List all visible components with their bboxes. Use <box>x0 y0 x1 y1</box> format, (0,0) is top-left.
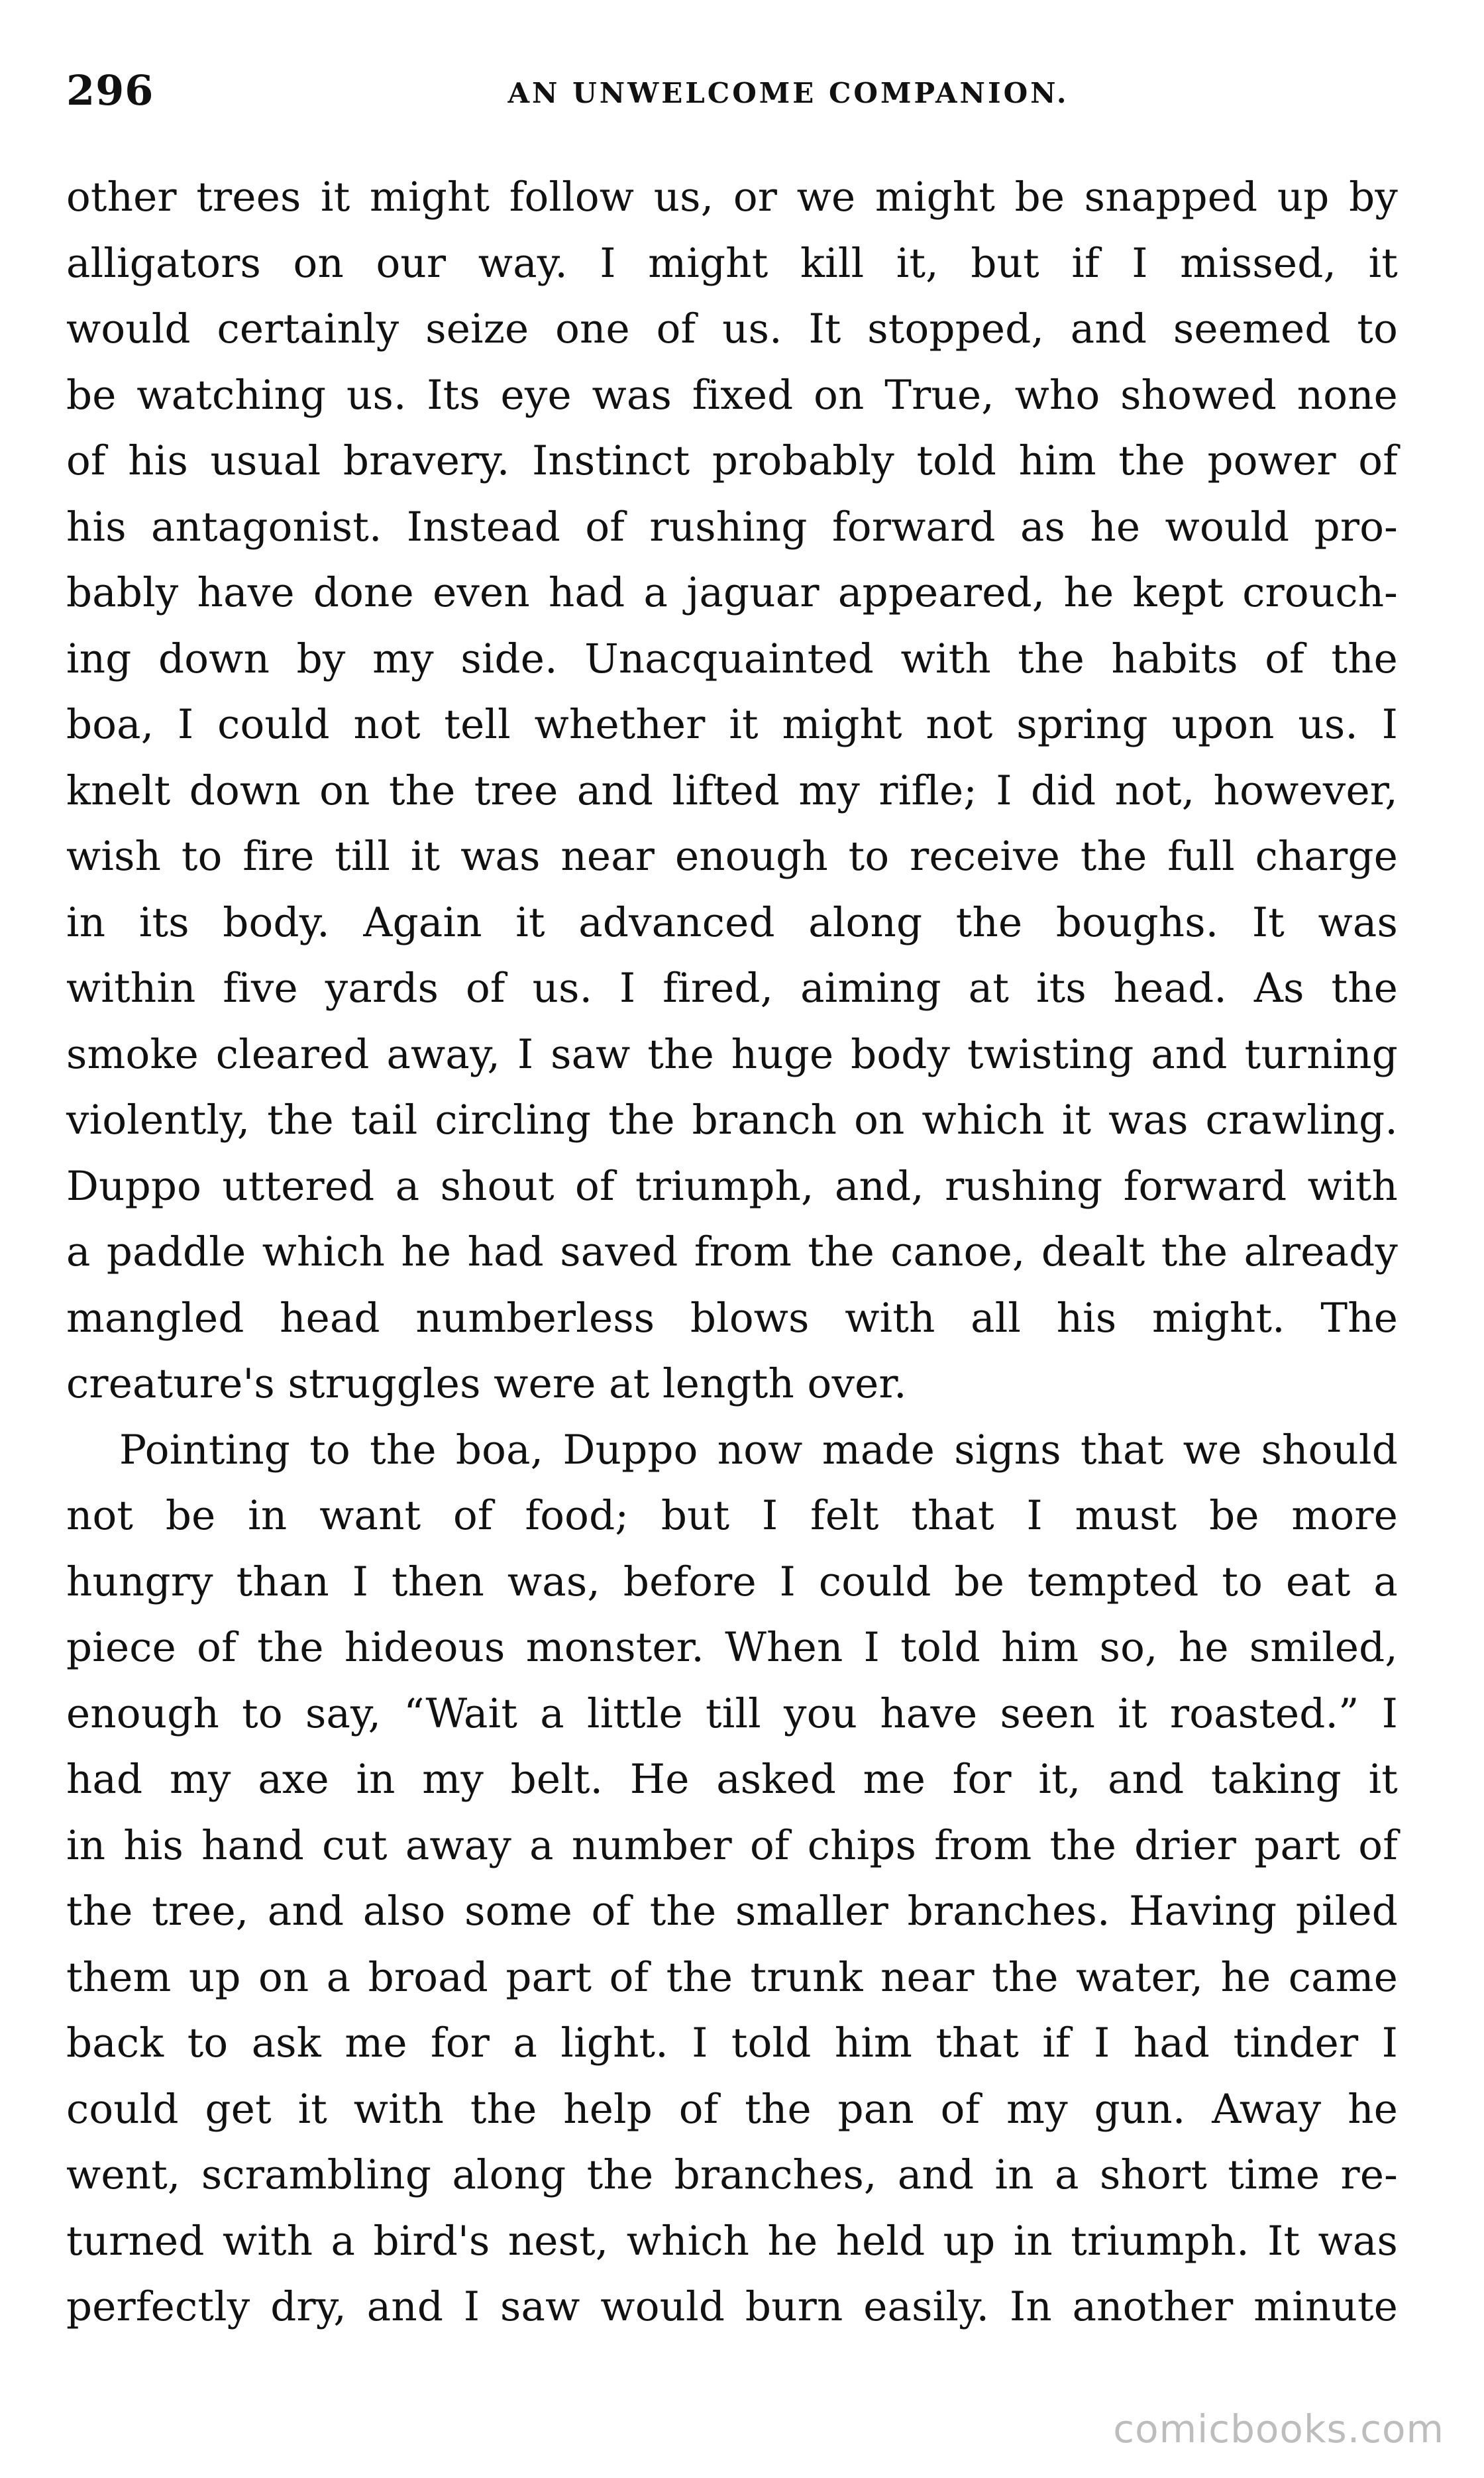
text-line: back to ask me for a light. I told him that if I had tinder I <box>66 2020 1398 2067</box>
text-line: bably have done even had a jaguar appeared, he kept crouch- <box>66 569 1398 616</box>
text-line: not be in want of food; but I felt that I must be more <box>66 1492 1398 1539</box>
text-line: them up on a broad part of the trunk near the water, he came <box>66 1953 1398 2001</box>
text-line: went, scrambling along the branches, and in a short time re- <box>66 2151 1398 2198</box>
text-line: in his hand cut away a number of chips from the drier part of <box>66 1821 1398 1869</box>
text-line: turned with a bird's nest, which he held up in triumph. It was <box>66 2217 1398 2265</box>
body-text <box>66 164 1398 2340</box>
text-line: the tree, and also some of the smaller branches. Having piled <box>66 1888 1398 1935</box>
text-line: piece of the hideous monster. When I told him so, he smiled, <box>66 1624 1398 1671</box>
text-line: in its body. Again it advanced along the boughs. It was <box>66 898 1398 946</box>
text-line: could get it with the help of the pan of my gun. Away he <box>66 2085 1398 2133</box>
text-line: of his usual bravery. Instinct probably told him the power of <box>66 437 1398 484</box>
paragraph-end-line: creature's struggles were at length over. <box>66 1360 907 1407</box>
watermark: comicbooks.com <box>1113 2406 1444 2451</box>
text-line: had my axe in my belt. He asked me for it, and taking it <box>66 1756 1398 1803</box>
text-line: enough to say, “Wait a little till you have seen it roasted.” I <box>66 1690 1398 1737</box>
text-line: smoke cleared away, I saw the huge body twisting and turning <box>66 1030 1398 1078</box>
text-line: mangled head numberless blows with all his might. The <box>66 1294 1398 1342</box>
text-line: within five yards of us. I fired, aiming at its head. As the <box>66 965 1398 1012</box>
page-header <box>66 66 1398 126</box>
text-line: violently, the tail circling the branch on which it was crawling. <box>66 1097 1398 1144</box>
page-number: 296 <box>66 66 154 115</box>
text-line: Duppo uttered a shout of triumph, and, rushing forward with <box>66 1162 1398 1210</box>
text-line: wish to fire till it was near enough to receive the full charge <box>66 833 1398 880</box>
text-line: alligators on our way. I might kill it, but if I missed, it <box>66 239 1398 287</box>
paragraph-start-line: Pointing to the boa, Duppo now made signs that we should <box>119 1426 1398 1474</box>
text-line: be watching us. Its eye was fixed on True, who showed none <box>66 371 1398 419</box>
text-line: his antagonist. Instead of rushing forward as he would pro- <box>66 503 1398 551</box>
text-line: ing down by my side. Unacquainted with the habits of the <box>66 635 1398 682</box>
text-line: perfectly dry, and I saw would burn easily. In another minute <box>66 2283 1398 2330</box>
text-line: knelt down on the tree and lifted my rifle; I did not, however, <box>66 767 1398 814</box>
text-line: boa, I could not tell whether it might not spring upon us. I <box>66 701 1398 748</box>
running-head: AN UNWELCOME COMPANION. <box>507 77 1069 109</box>
text-line: would certainly seize one of us. It stopped, and seemed to <box>66 305 1398 352</box>
text-line: a paddle which he had saved from the canoe, dealt the already <box>66 1228 1398 1275</box>
text-line: hungry than I then was, before I could be tempted to eat a <box>66 1558 1398 1605</box>
text-line: other trees it might follow us, or we might be snapped up by <box>66 174 1398 221</box>
